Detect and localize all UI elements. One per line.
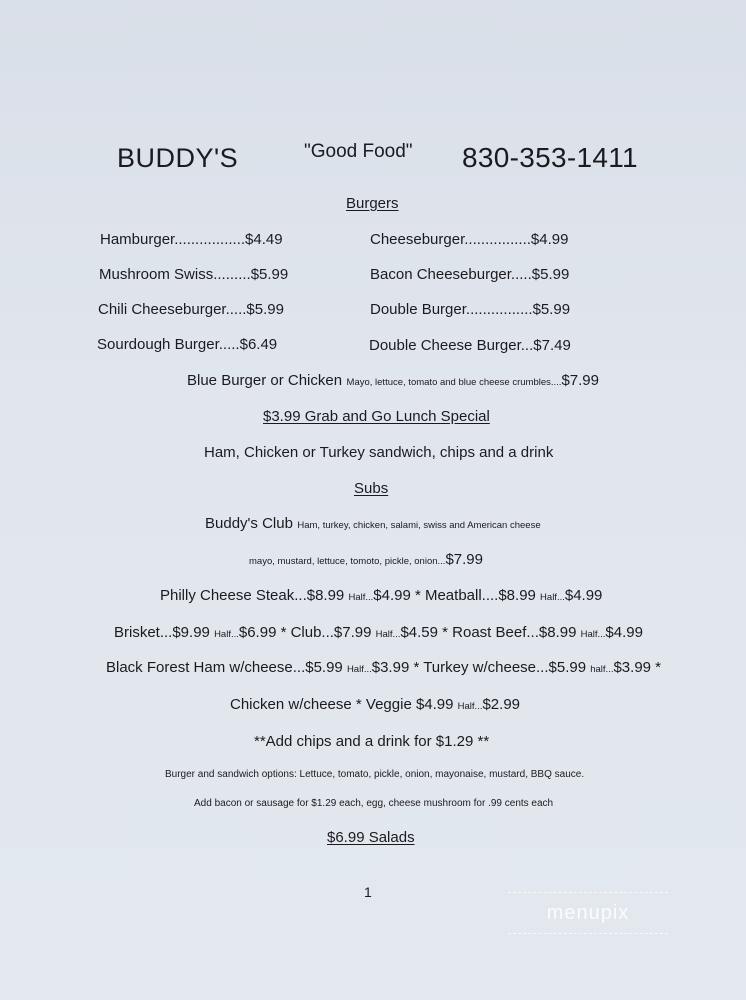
buddys-club-name: Buddy's Club [205, 515, 293, 532]
extras-note: Add bacon or sausage for $1.29 each, egg, cheese mushroom for .99 cents each [194, 798, 554, 809]
buddys-club-price: $7.99 [445, 551, 483, 568]
blue-burger-name: Blue Burger or Chicken [187, 372, 343, 389]
burger-item-right: Double Burger................$5.99 [370, 301, 571, 318]
half-label: Half... [540, 592, 565, 603]
subs-row [106, 659, 661, 677]
burger-item-right: Bacon Cheeseburger.....$5.99 [370, 266, 570, 283]
half-label: Half... [375, 629, 401, 640]
burger-item-right: Cheeseburger................$4.99 [370, 231, 569, 248]
page-number: 1 [364, 884, 372, 900]
phone-number: 830-353-1411 [462, 142, 638, 173]
burgers-heading: Burgers [346, 195, 399, 212]
sub-item: $4.99 * Meatball....$8.99 [373, 587, 541, 604]
tagline: "Good Food" [304, 141, 413, 162]
menupix-watermark: menupix [508, 892, 668, 934]
lunch-special-heading: $3.99 Grab and Go Lunch Special [263, 408, 490, 425]
sub-item: Black Forest Ham w/cheese...$5.99 [106, 659, 347, 676]
burger-item-left: Chili Cheeseburger.....$5.99 [98, 301, 284, 318]
lunch-special-description: Ham, Chicken or Turkey sandwich, chips and a drink [204, 444, 554, 461]
sub-price: $4.99 [605, 624, 643, 641]
buddys-club-description: Ham, turkey, chicken, salami, swiss and American cheese [297, 520, 541, 531]
burger-item-left: Sourdough Burger.....$6.49 [97, 336, 278, 353]
subs-heading: Subs [354, 480, 389, 497]
sub-price: $3.99 * [613, 659, 662, 676]
blue-burger-description: Mayo, lettuce, tomato and blue cheese crumbles.... [346, 377, 562, 388]
burger-item-right: Double Cheese Burger...$7.49 [369, 337, 571, 354]
sub-price: $4.99 [564, 587, 603, 604]
sub-item: Philly Cheese Steak...$8.99 [160, 587, 349, 604]
half-label: Half... [214, 629, 239, 640]
half-label: half... [590, 664, 614, 675]
half-label: Half... [580, 629, 606, 640]
buddys-club-line-2 [249, 551, 483, 569]
subs-row [114, 624, 643, 642]
sub-price: $2.99 [482, 696, 521, 713]
subs-row [230, 696, 520, 714]
restaurant-name: BUDDY'S [117, 143, 239, 173]
subs-row [160, 587, 602, 605]
buddys-club-description-2: mayo, mustard, lettuce, tomoto, pickle, onion... [249, 556, 446, 567]
sandwich-options-note: Burger and sandwich options: Lettuce, tomato, pickle, onion, mayonaise, mustard, BBQ sauce. [165, 769, 585, 780]
sub-item: Chicken w/cheese * Veggie $4.99 [230, 696, 458, 713]
add-chips-drink-note: **Add chips and a drink for $1.29 ** [254, 733, 490, 750]
half-label: Half... [348, 592, 374, 603]
burger-item-left: Hamburger.................$4.49 [100, 231, 283, 248]
burger-item-left: Mushroom Swiss.........$5.99 [99, 266, 289, 283]
salads-heading: $6.99 Salads [327, 829, 415, 846]
blue-burger-line [187, 372, 599, 390]
half-label: Half... [346, 664, 372, 675]
buddys-club-line [205, 515, 541, 533]
half-label: Half... [457, 701, 483, 712]
sub-item: $4.59 * Roast Beef...$8.99 [400, 624, 581, 641]
sub-item: $3.99 * Turkey w/cheese...$5.99 [371, 659, 591, 676]
blue-burger-price: $7.99 [561, 372, 599, 389]
sub-item: Brisket...$9.99 [114, 624, 215, 641]
sub-item: $6.99 * Club...$7.99 [238, 624, 376, 641]
